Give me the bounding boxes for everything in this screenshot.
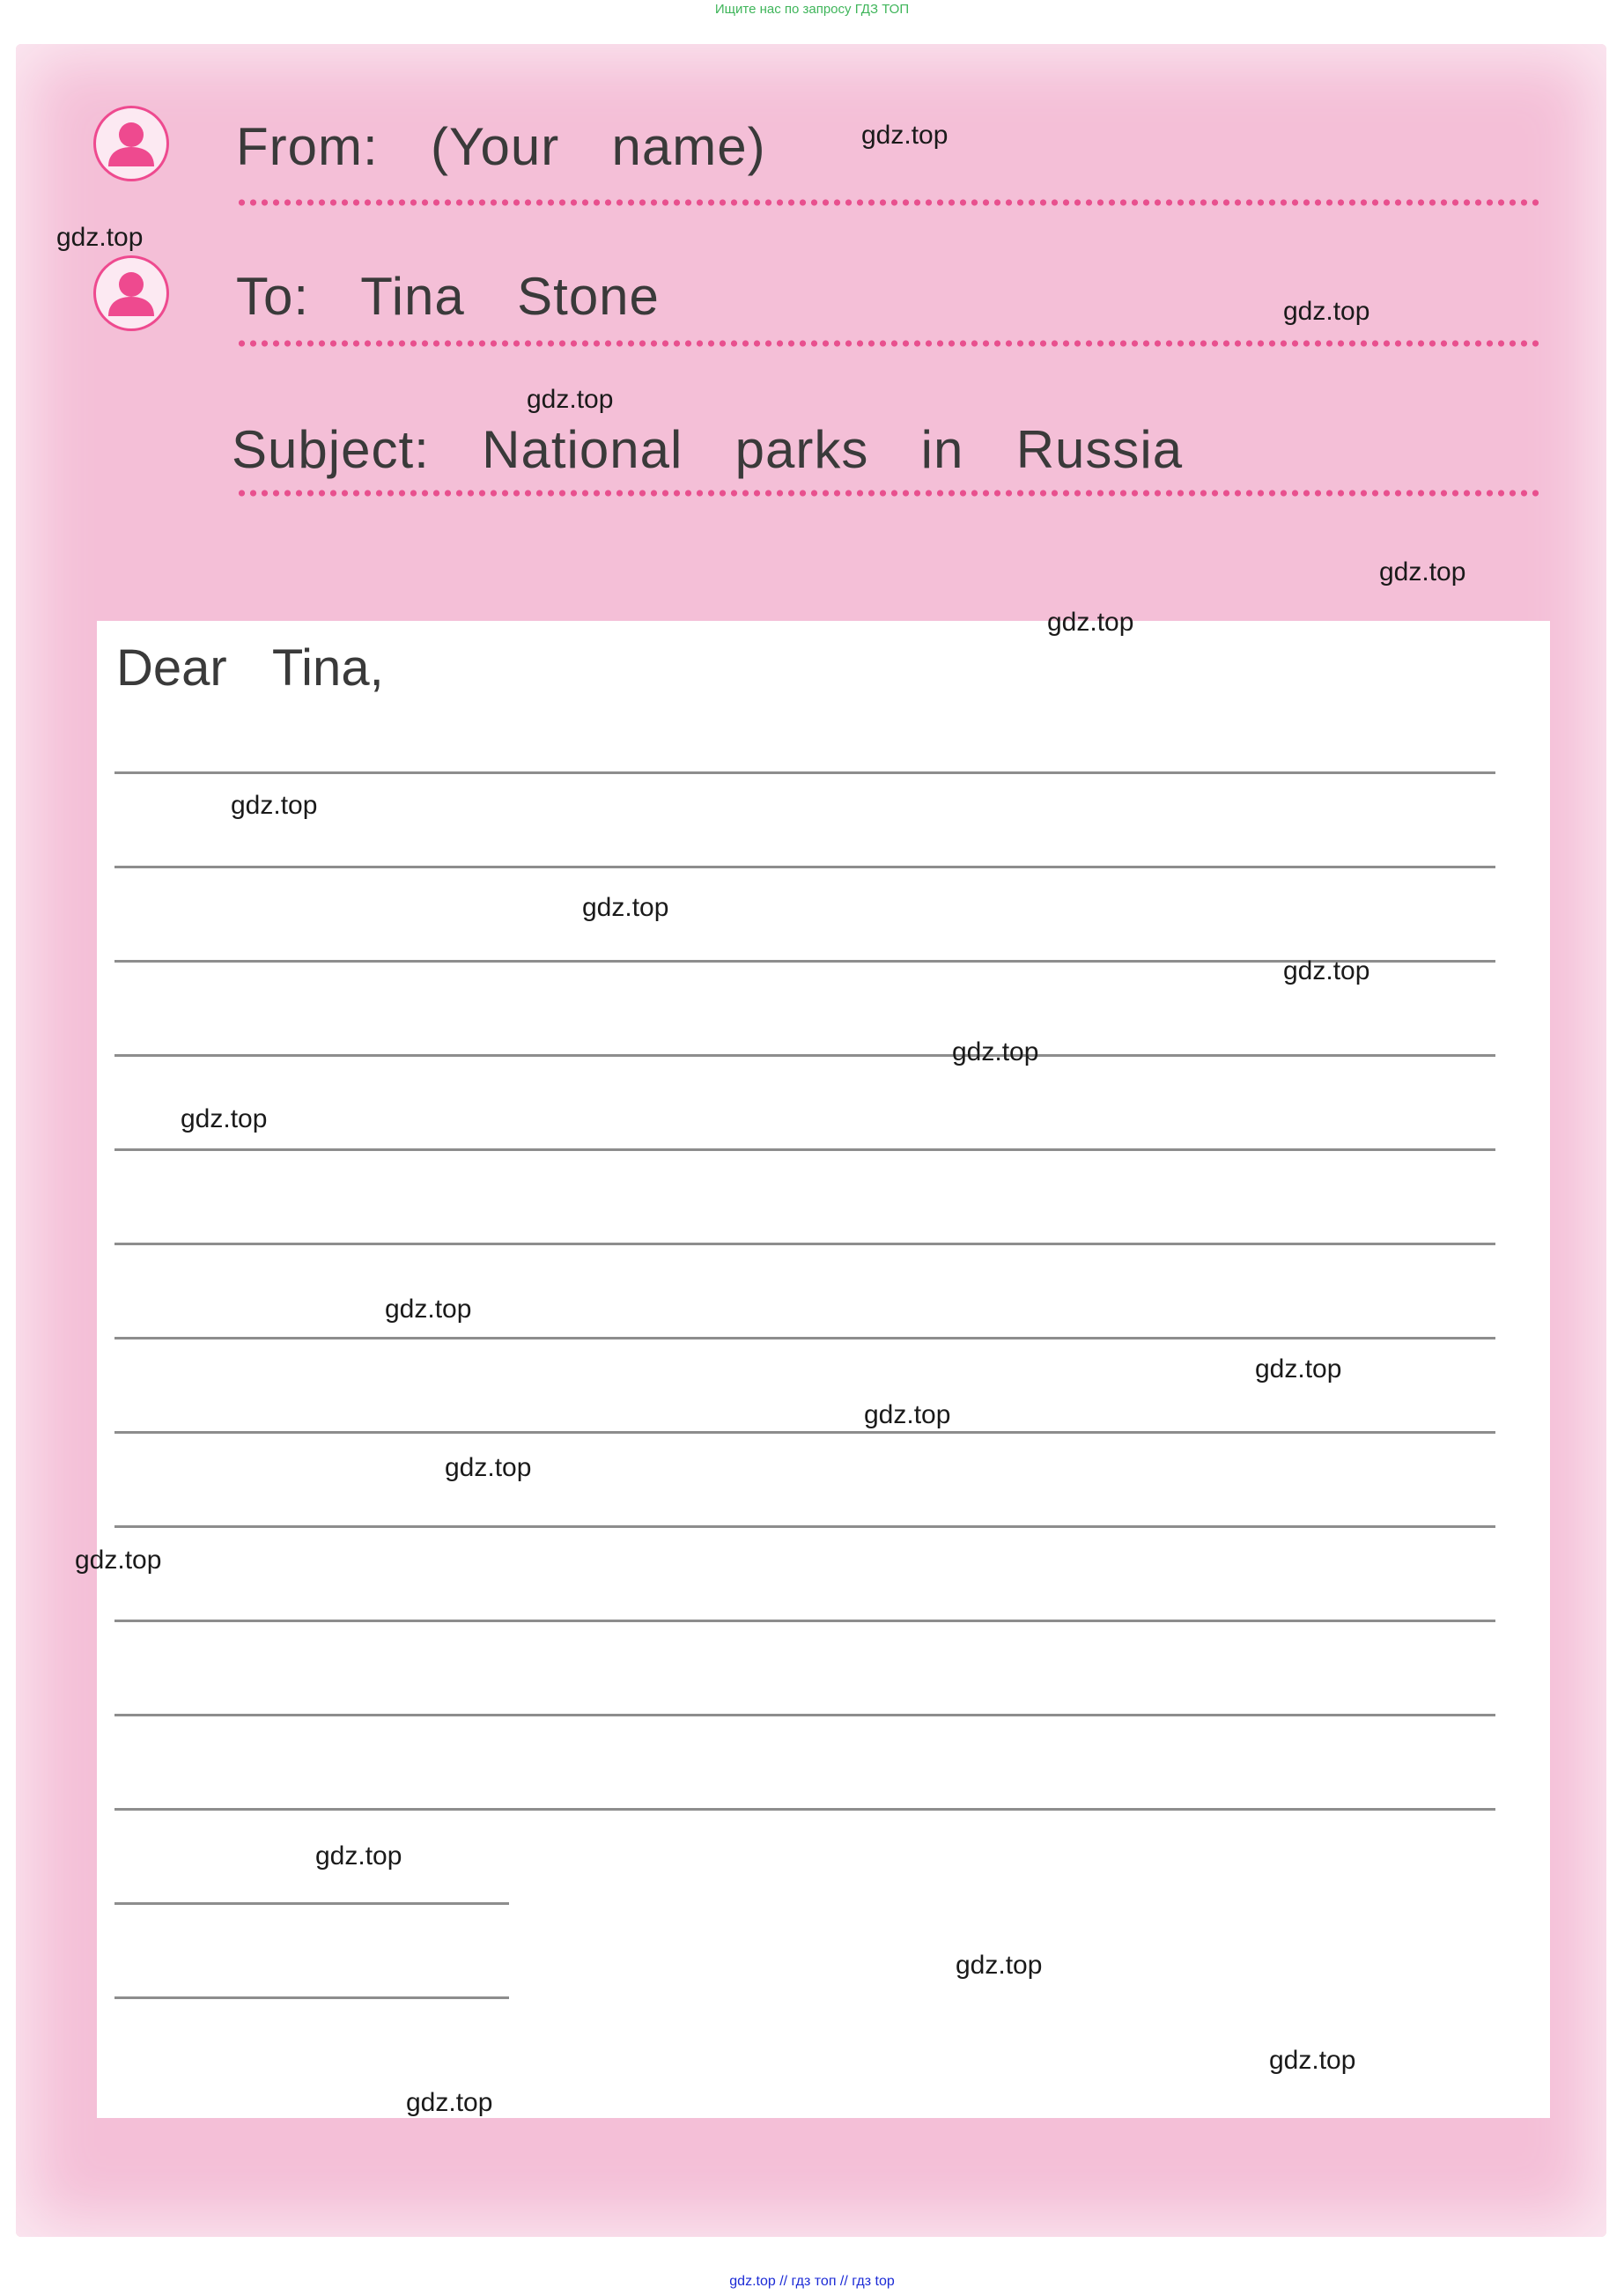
writing-line[interactable]: [114, 1525, 1495, 1528]
watermark: gdz.top: [1283, 956, 1370, 985]
subject-field[interactable]: Subject: National parks in Russia: [232, 420, 1184, 479]
top-banner[interactable]: Ищите нас по запросу ГДЗ ТОП: [714, 2, 910, 17]
person-icon: [93, 106, 169, 181]
writing-line[interactable]: [114, 1337, 1495, 1339]
watermark: gdz.top: [75, 1546, 162, 1575]
writing-line[interactable]: [114, 771, 1495, 774]
to-dotted-line: [236, 340, 1539, 347]
person-icon: [93, 255, 169, 331]
watermark: gdz.top: [1269, 2046, 1356, 2075]
watermark: gdz.top: [231, 791, 318, 820]
watermark: gdz.top: [445, 1453, 532, 1482]
bottom-banner[interactable]: gdz.top // гдз топ // гдз top: [729, 2274, 895, 2289]
from-dotted-line: [236, 199, 1539, 206]
watermark: gdz.top: [952, 1037, 1039, 1066]
watermark: gdz.top: [1379, 557, 1466, 587]
from-field[interactable]: From: (Your name): [236, 117, 766, 176]
to-field[interactable]: To: Tina Stone: [236, 267, 660, 326]
writing-line[interactable]: [114, 1148, 1495, 1151]
watermark: gdz.top: [956, 1951, 1043, 1980]
writing-line[interactable]: [114, 1431, 1495, 1434]
watermark: gdz.top: [385, 1295, 472, 1324]
watermark: gdz.top: [56, 223, 144, 252]
from-row: [16, 106, 1606, 203]
watermark: gdz.top: [1255, 1354, 1342, 1384]
email-form-frame: [16, 44, 1606, 2237]
signature-line[interactable]: [114, 1996, 509, 1999]
writing-line[interactable]: [114, 1808, 1495, 1811]
watermark: gdz.top: [864, 1400, 951, 1429]
subject-dotted-line: [236, 490, 1539, 497]
writing-line[interactable]: [114, 1714, 1495, 1716]
writing-line[interactable]: [114, 1620, 1495, 1622]
watermark: gdz.top: [1047, 608, 1134, 637]
writing-line[interactable]: [114, 1243, 1495, 1245]
watermark: gdz.top: [582, 893, 669, 922]
watermark: gdz.top: [181, 1104, 268, 1133]
writing-line[interactable]: [114, 866, 1495, 868]
watermark: gdz.top: [1283, 297, 1370, 326]
watermark: gdz.top: [861, 121, 949, 150]
watermark: gdz.top: [527, 385, 614, 414]
watermark: gdz.top: [315, 1841, 402, 1871]
letter-greeting: Dear Tina,: [116, 639, 384, 697]
subject-row: [16, 414, 1606, 511]
writing-line[interactable]: [114, 1054, 1495, 1057]
signature-line[interactable]: [114, 1902, 509, 1905]
watermark: gdz.top: [406, 2088, 493, 2117]
